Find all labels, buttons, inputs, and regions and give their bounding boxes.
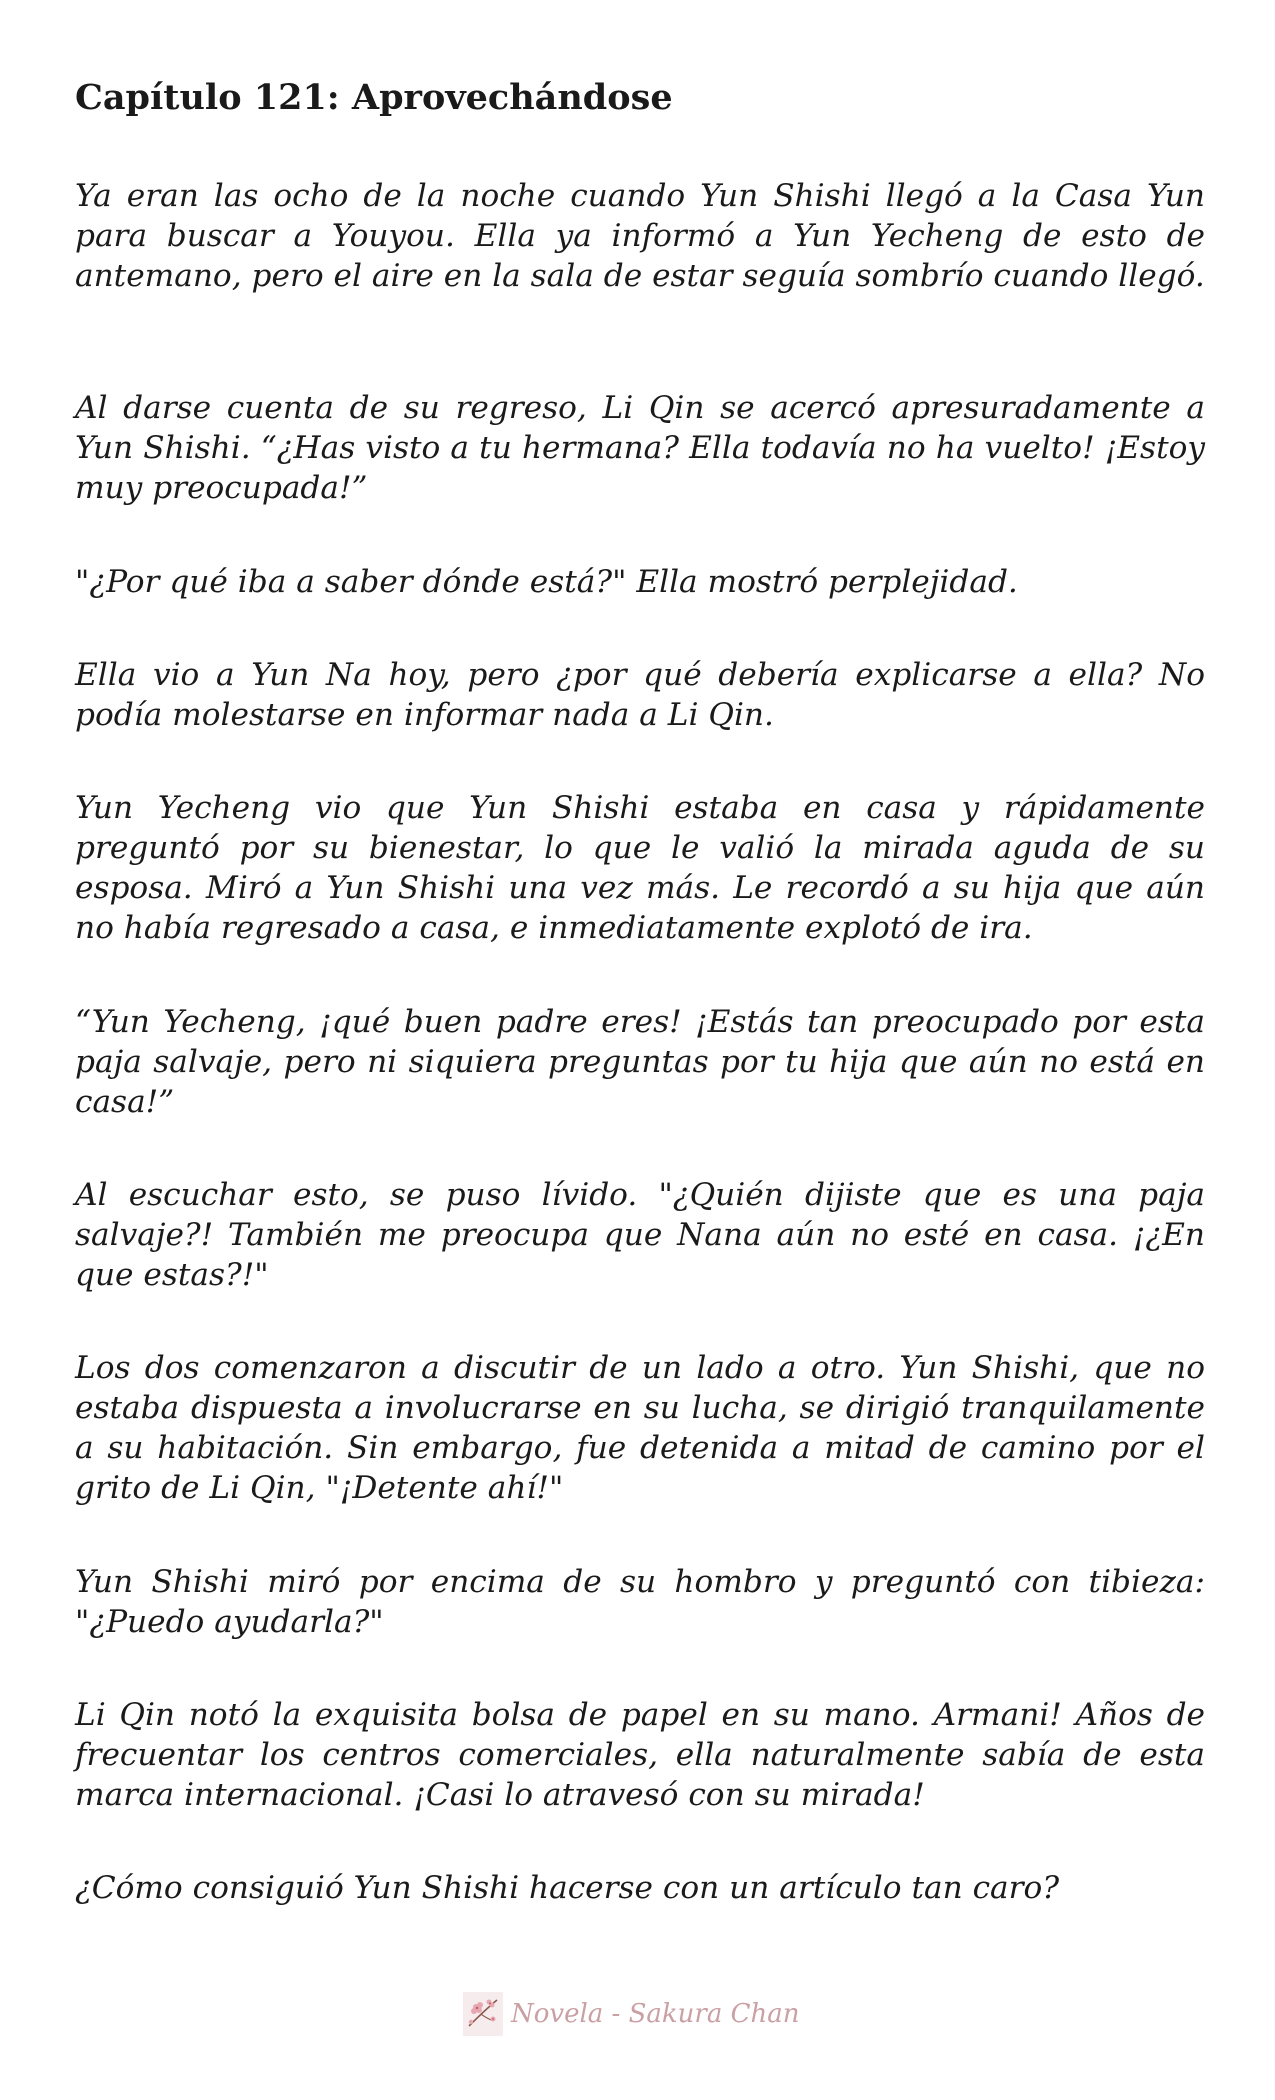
paragraph: Al darse cuenta de su regreso, Li Qin se acercó apresuradamente a Yun Shishi. “¿Has visto a tu hermana? Ella todavía no ha vuelto! ¡Estoy muy preocupada!” [75, 390, 1205, 506]
paragraph: Los dos comenzaron a discutir de un lado a otro. Yun Shishi, que no estaba dispuesta a involucrarse en su lucha, se dirigió tranquilamente a su habitación. Sin embargo, fue detenida a mitad de camino por el grito de Li Qin, "¡Detente ahí!" [75, 1350, 1205, 1506]
paragraph: Ella vio a Yun Na hoy, pero ¿por qué debería explicarse a ella? No podía molestarse en informar nada a Li Qin. [75, 657, 1205, 733]
watermark [463, 1988, 800, 2040]
paragraph: “Yun Yecheng, ¡qué buen padre eres! ¡Estás tan preocupado por esta paja salvaje, pero ni siquiera preguntas por tu hija que aún no está en casa!” [75, 1004, 1205, 1120]
paragraph: Li Qin notó la exquisita bolsa de papel en su mano. Armani! Años de frecuentar los centros comerciales, ella naturalmente sabía de esta marca internacional. ¡Casi lo atravesó con su mirada! [75, 1697, 1205, 1813]
paragraph: Ya eran las ocho de la noche cuando Yun Shishi llegó a la Casa Yun para buscar a Youyou. Ella ya informó a Yun Yecheng de esto de antemano, pero el aire en la sala de estar seguía sombrío cuando llegó. [75, 178, 1205, 294]
paragraph: ¿Cómo consiguió Yun Shishi hacerse con un artículo tan caro? [75, 1870, 1060, 1906]
paragraph: Yun Shishi miró por encima de su hombro y preguntó con tibieza: "¿Puedo ayudarla?" [75, 1564, 1205, 1640]
paragraph: Al escuchar esto, se puso lívido. "¿Quién dijiste que es una paja salvaje?! También me preocupa que Nana aún no esté en casa. ¡¿En que estas?!" [75, 1177, 1205, 1293]
paragraph: "¿Por qué iba a saber dónde está?" Ella mostró perplejidad. [75, 564, 1018, 600]
paragraph: Yun Yecheng vio que Yun Shishi estaba en casa y rápidamente preguntó por su bienestar, lo que le valió la mirada aguda de su esposa. Miró a Yun Shishi una vez más. Le recordó a su hija que aún no había regresado a casa, e inmediatamente explotó de ira. [75, 790, 1205, 946]
chapter-title: Capítulo 121: Aprovechándose [75, 77, 673, 118]
sakura-blossom-icon [463, 1992, 503, 2036]
watermark-text: Novela - Sakura Chan [511, 1999, 800, 2029]
